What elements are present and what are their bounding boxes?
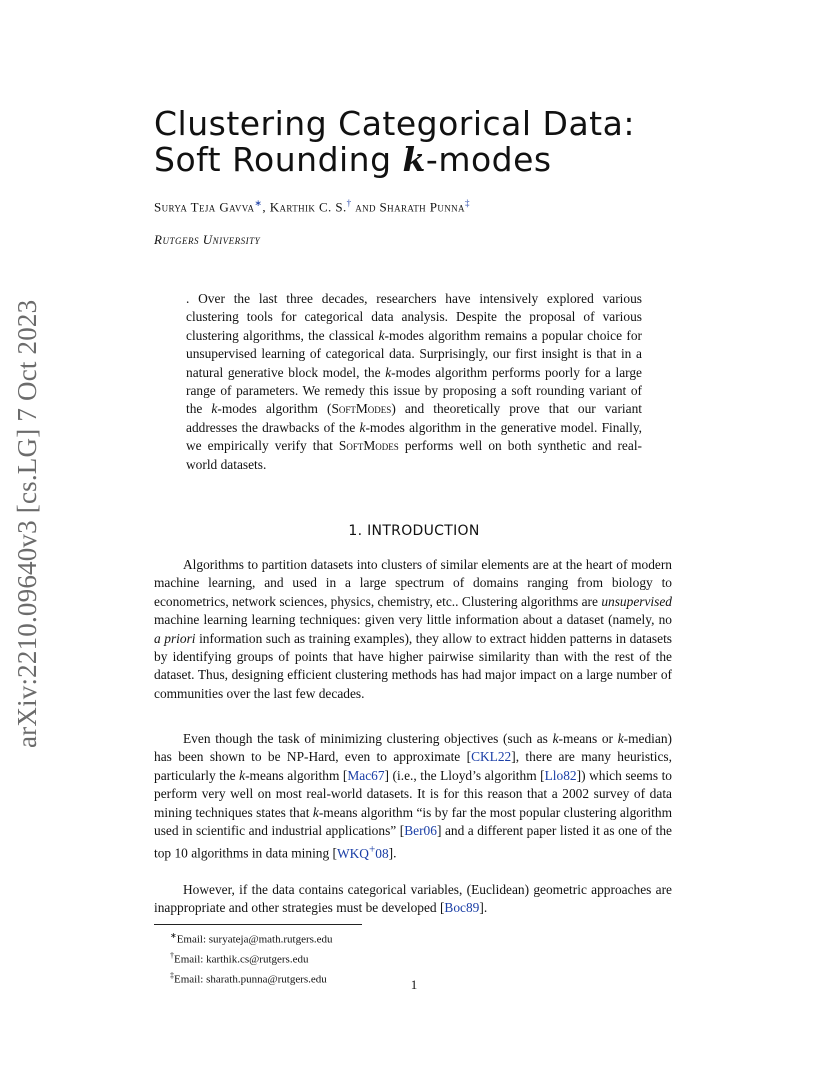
math-k: k [359,419,366,435]
citation-sup: + [368,843,376,856]
title-line-2-suffix: -modes [425,140,552,179]
title-k: k [402,140,426,179]
math-k: k [312,804,319,820]
author-list [154,198,470,215]
paragraph-text: ], there are many heuristics, particularly the [154,749,672,783]
paragraph-text: machine learning learning techniques: given very little information about a dataset (namely, no [154,612,672,628]
author-1: Surya Teja Gavva [154,199,255,215]
intro-paragraph-1 [154,556,672,703]
math-k: k [239,767,246,783]
math-k: k [552,731,559,746]
math-k: k [378,327,385,343]
abstract-text: . Over the last three decades, researchers have intensively explored various clustering tools for categorical data analysis. Despite the proposal of various clustering algorithms, the classical [186,291,642,343]
title-line-1: Clustering Categorical Data: [154,104,635,143]
footnote-mark: † [170,951,174,961]
paragraph-text: -means algorithm “is by far the most popular clustering algorithm used in scientific and industrial applications” [ [154,804,672,839]
footnote-rule [154,924,362,925]
footnote [170,928,333,948]
paragraph-text: However, if the data contains categorical variables, (Euclidean) geometric approaches are inappropriate and other strategies must be developed [ [154,882,672,916]
footnote-mark: ‡ [170,971,174,981]
author-and: and [351,199,380,215]
author-2: Karthik C. S. [269,199,347,215]
abstract [186,290,642,474]
citation-link[interactable]: Ber06 [404,823,437,839]
math-k: k [617,731,624,746]
math-k: k [385,364,392,380]
citation-link[interactable] [336,843,389,861]
author-3: Sharath Punna [379,199,465,215]
page-number: 1 [410,977,418,992]
footnote-mark: ∗ [170,931,177,940]
title-line-2-prefix: Soft Rounding [154,140,403,179]
paragraph-text: -median) has been shown to be NP-Hard, even to approximate [ [154,731,672,765]
citation-link[interactable]: Mac67 [347,767,385,783]
paragraph-text: ]. [479,900,488,916]
author-1-mark[interactable]: ∗ [254,198,263,208]
citation-text: 08 [375,845,389,861]
abstract-text: -modes algorithm performs poorly for a large range of parameters. We remedy this issue by proposing a soft rounding variant of the [186,364,642,417]
arxiv-stamp: arXiv:2210.09640v3 [cs.LG] 7 Oct 2023 [12,299,42,748]
emphasis: a priori [154,630,196,646]
intro-paragraph-3 [154,881,672,918]
section-heading-introduction: 1. INTRODUCTION [348,523,480,539]
paragraph-text: -means algorithm [ [245,767,348,783]
abstract-text: ) and theoretically prove that our variant addresses the drawbacks of the [186,401,642,435]
affiliation: Rutgers University [154,232,261,247]
footnote [170,948,333,968]
footnote-text: Email: karthik.cs@rutgers.edu [174,953,309,966]
emphasis: unsupervised [601,593,672,609]
citation-link[interactable]: Llo82 [544,767,577,783]
abstract-text: -modes algorithm in the generative model. Finally, we empirically verify that [186,419,643,454]
abstract-text: -modes algorithm remains a popular choice for unsupervised learning of categorical data. Surprisingly, our first insight is that in a natural generative block model, the [186,327,642,380]
abstract-text: performs well on both synthetic and real-world datasets. [186,438,642,472]
paragraph-text: ] (i.e., the Lloyd’s algorithm [ [384,767,545,783]
citation-link[interactable]: CKL22 [471,749,512,765]
softmodes-name: SoftModes [338,438,399,454]
citation-text: WKQ [336,845,369,861]
author-sep: , [262,199,270,215]
author-2-mark[interactable]: † [346,198,352,208]
paragraph-text: Algorithms to partition datasets into clusters of similar elements are at the heart of modern machine learning, and used in a large spectrum of domains ranging from biology to econometrics, network sciences, physics, chemistry, etc.. Clustering algorithms are [154,557,672,609]
paragraph-text: information such as training examples), they allow to extract hidden patterns in datasets by identifying groups of points that have higher pairwise similarity than with the rest of the dataset. Thus, designing efficient clustering methods has had major impact on a large number of communities over the last few decades. [154,630,673,701]
paper-title [154,106,754,178]
math-k: k [211,401,218,417]
paragraph-text: ]) which seems to perform very well on most real-world datasets. It is for this reason that a 2002 survey of data mining techniques states that [154,767,672,820]
title-line-2 [154,142,754,178]
abstract-text: -modes algorithm ( [217,401,332,417]
footnote-text: Email: sharath.punna@rutgers.edu [174,973,327,986]
paragraph-text: -means or [558,731,618,746]
author-3-mark[interactable]: ‡ [464,198,470,208]
citation-link[interactable]: Boc89 [444,900,480,916]
paragraph-text: Even though the task of minimizing clustering objectives (such as [183,731,553,746]
intro-paragraph-2 [154,730,672,863]
paragraph-text: ] and a different paper listed it as one of the top 10 algorithms in data mining [ [154,823,672,861]
paragraph-text: ]. [388,845,397,861]
footnote-text: Email: suryateja@math.rutgers.edu [176,933,333,946]
softmodes-name: SoftModes [331,401,392,417]
